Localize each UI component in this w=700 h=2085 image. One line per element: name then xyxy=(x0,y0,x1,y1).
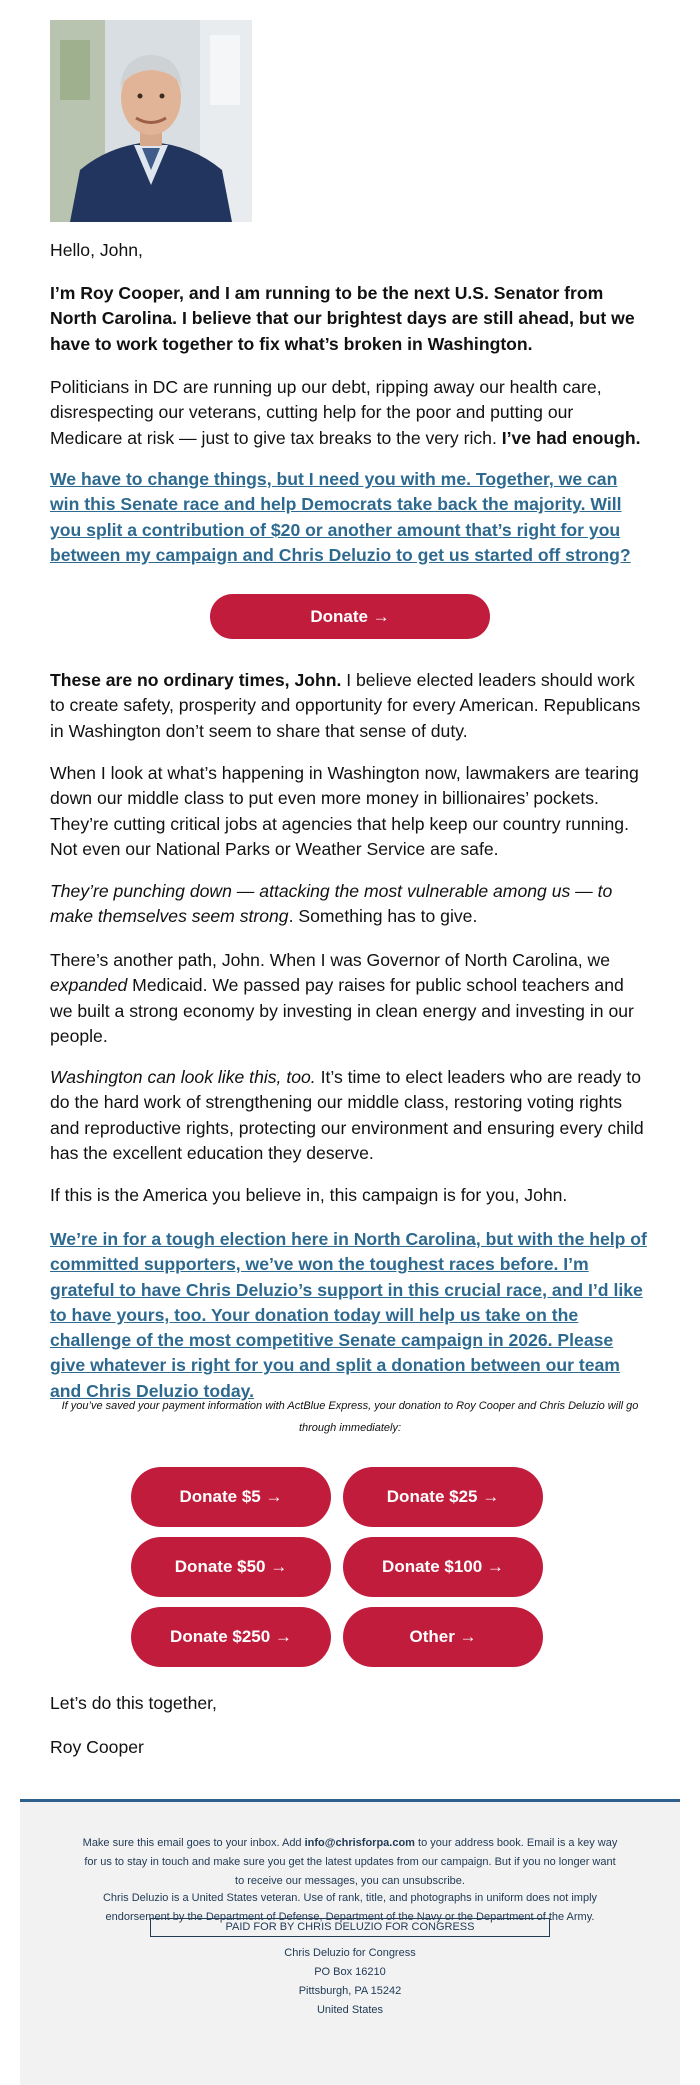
actblue-express-note: If you’ve saved your payment information with ActBlue Express, your donation to Roy Cooper and Chris Deluzio will go through immediately: xyxy=(61,1400,639,1434)
address-line: Chris Deluzio for Congress xyxy=(284,1947,416,1959)
paragraph-punching-down xyxy=(50,879,650,930)
contact-email: info@chrisforpa.com xyxy=(304,1837,415,1849)
address-line: United States xyxy=(316,2004,384,2016)
address-line: PO Box 16210 xyxy=(314,1966,386,1978)
paid-for-box: PAID FOR BY CHRIS DELUZIO FOR CONGRESS xyxy=(150,1918,550,1937)
donate-appeal-link-2[interactable]: We’re in for a tough election here in North Carolina, but with the help of committed supporters, we’ve won the toughest races before. I’m grateful to have Chris Deluzio’s support in this crucial race, and I’d like to have yours, too. Your donation today will help us take on the challenge of the most competitive Senate campaign in 2026. Please give whatever is right for you and split a donation between our team and Chris Deluzio today. xyxy=(50,1229,647,1401)
inbox-notice xyxy=(80,1834,620,1891)
closing-line: Let’s do this together, xyxy=(50,1693,217,1713)
paragraph-washington: When I look at what’s happening in Washington now, lawmakers are tearing down our middle class to put even more money in billionaires’ pockets. They’re cutting critical jobs at agencies that help keep our country running. Not even our National Parks or Weather Service are safe. xyxy=(50,763,639,859)
paragraph-italic: Washington can look like this, too. xyxy=(50,1067,316,1087)
paragraph-text: There’s another path, John. When I was Governor of North Carolina, we xyxy=(50,950,611,970)
paragraph-debt xyxy=(50,375,650,451)
address-line: Pittsburgh, PA 15242 xyxy=(298,1985,402,1997)
paragraph-italic: They’re punching down — attacking the most vulnerable among us — to make themselves seem strong xyxy=(50,881,613,927)
unsubscribe-link[interactable]: unsubscribe xyxy=(402,1875,462,1887)
veteran-disclaimer: Chris Deluzio is a United States veteran. Use of rank, title, and photographs in uniform does not imply endorsement by the Department of Defense, Department of the Navy or the Department of the Army. xyxy=(102,1892,598,1923)
portrait-photo xyxy=(50,20,252,222)
paragraph-italic: expanded xyxy=(50,975,128,996)
paragraph-emphasis: These are no ordinary times, John. xyxy=(50,670,342,690)
donate-50-button[interactable]: Donate $50 → xyxy=(131,1537,331,1597)
paragraph-another-path xyxy=(50,948,650,1049)
paragraph-text: It’s time to elect leaders who are ready to do the hard work of strengthening our middle class, restoring voting rights and reproductive rights, protecting our environment and ensuring every child has the excellent education they deserve. xyxy=(50,1067,644,1163)
donate-button[interactable]: Donate → xyxy=(210,594,490,639)
donate-100-button[interactable]: Donate $100 → xyxy=(343,1537,543,1597)
paragraph-text: . Something has to give. xyxy=(288,906,478,927)
paragraph-washington-can xyxy=(50,1065,650,1166)
donate-5-button[interactable]: Donate $5 → xyxy=(131,1467,331,1527)
paragraph-text: Medicaid. We passed pay raises for public school teachers and we built a strong economy by investing in clean energy and investing in our people. xyxy=(50,975,634,1046)
paragraph-ordinary-times xyxy=(50,668,650,744)
donate-25-button[interactable]: Donate $25 → xyxy=(343,1467,543,1527)
inbox-text: Make sure this email goes to your inbox. Add xyxy=(82,1837,305,1849)
signature: Roy Cooper xyxy=(50,1737,144,1757)
donate-appeal-link[interactable]: We have to change things, but I need you with me. Together, we can win this Senate race and help Democrats take back the majority. Will you split a contribution of $20 or another amount that’s right for you between my campaign and Chris Deluzio to get us started off strong? xyxy=(50,469,631,565)
inbox-text: . xyxy=(461,1875,465,1887)
paragraph-text: I believe elected leaders should work to create safety, prosperity and opportunity for every American. Republicans in Washington don’t seem to share that sense of duty. xyxy=(50,670,641,741)
intro-paragraph: I’m Roy Cooper, and I am running to be the next U.S. Senator from North Carolina. I believe that our brightest days are still ahead, but we have to work together to fix what’s broken in Washington. xyxy=(50,283,635,354)
paragraph-text: Politicians in DC are running up our debt, ripping away our health care, disrespecting our veterans, cutting help for the poor and putting our Medicare at risk — just to give tax breaks to the very rich. xyxy=(50,377,602,448)
greeting: Hello, John, xyxy=(50,240,143,260)
paragraph-america: If this is the America you believe in, this campaign is for you, John. xyxy=(50,1185,568,1205)
portrait-photo-icon xyxy=(50,20,252,222)
donate-other-button[interactable]: Other → xyxy=(343,1607,543,1667)
inbox-text: to your address book. Email is a key way for us to stay in touch and make sure you get the latest updates from our campaign. But if you no longer want to receive our messages, you can xyxy=(84,1837,618,1887)
mailing-address xyxy=(80,1944,620,2020)
donate-250-button[interactable]: Donate $250 → xyxy=(131,1607,331,1667)
paragraph-emphasis: I’ve had enough. xyxy=(501,427,641,448)
footer xyxy=(20,1799,680,2085)
